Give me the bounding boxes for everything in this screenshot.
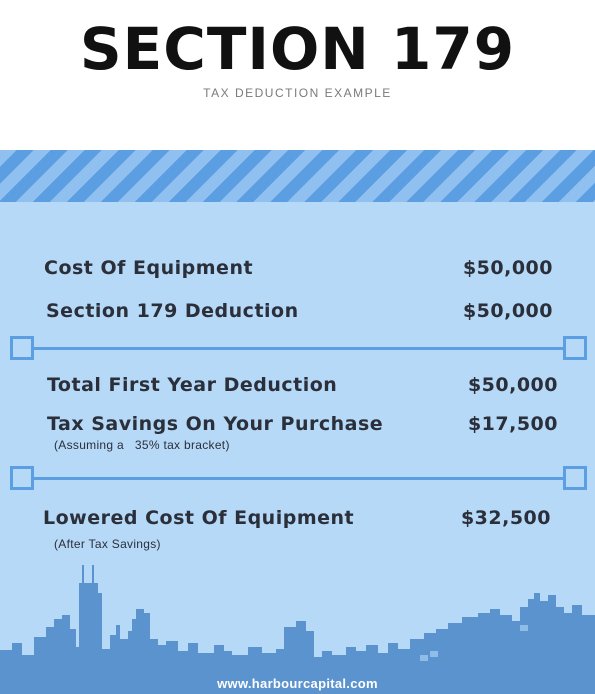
cost-of-equipment-value: $50,000 xyxy=(462,257,553,279)
diagonal-stripe-banner xyxy=(0,150,595,202)
page-subtitle: TAX DEDUCTION EXAMPLE xyxy=(203,86,392,100)
section-179-deduction-value: $50,000 xyxy=(462,300,553,322)
lowered-cost-label: Lowered Cost Of Equipment xyxy=(43,507,355,529)
section-179-deduction-label: Section 179 Deduction xyxy=(46,300,299,322)
website-url[interactable]: www.harbourcapital.com xyxy=(217,676,378,691)
page-title: SECTION 179 xyxy=(79,15,516,83)
after-tax-savings-note: (After Tax Savings) xyxy=(54,537,161,551)
divider-right-square xyxy=(563,336,587,360)
divider-line xyxy=(22,477,573,480)
tax-savings-value: $17,500 xyxy=(467,413,558,435)
city-skyline-graphic xyxy=(0,555,595,694)
cost-of-equipment-label: Cost Of Equipment xyxy=(44,257,254,279)
divider-line xyxy=(22,347,573,350)
divider-right-square xyxy=(563,466,587,490)
tax-bracket-note: (Assuming a 35% tax bracket) xyxy=(54,438,230,452)
divider-left-square xyxy=(10,466,34,490)
total-first-year-deduction-label: Total First Year Deduction xyxy=(47,374,338,396)
tax-savings-label: Tax Savings On Your Purchase xyxy=(47,413,384,435)
divider-left-square xyxy=(10,336,34,360)
lowered-cost-value: $32,500 xyxy=(460,507,551,529)
total-first-year-deduction-value: $50,000 xyxy=(467,374,558,396)
